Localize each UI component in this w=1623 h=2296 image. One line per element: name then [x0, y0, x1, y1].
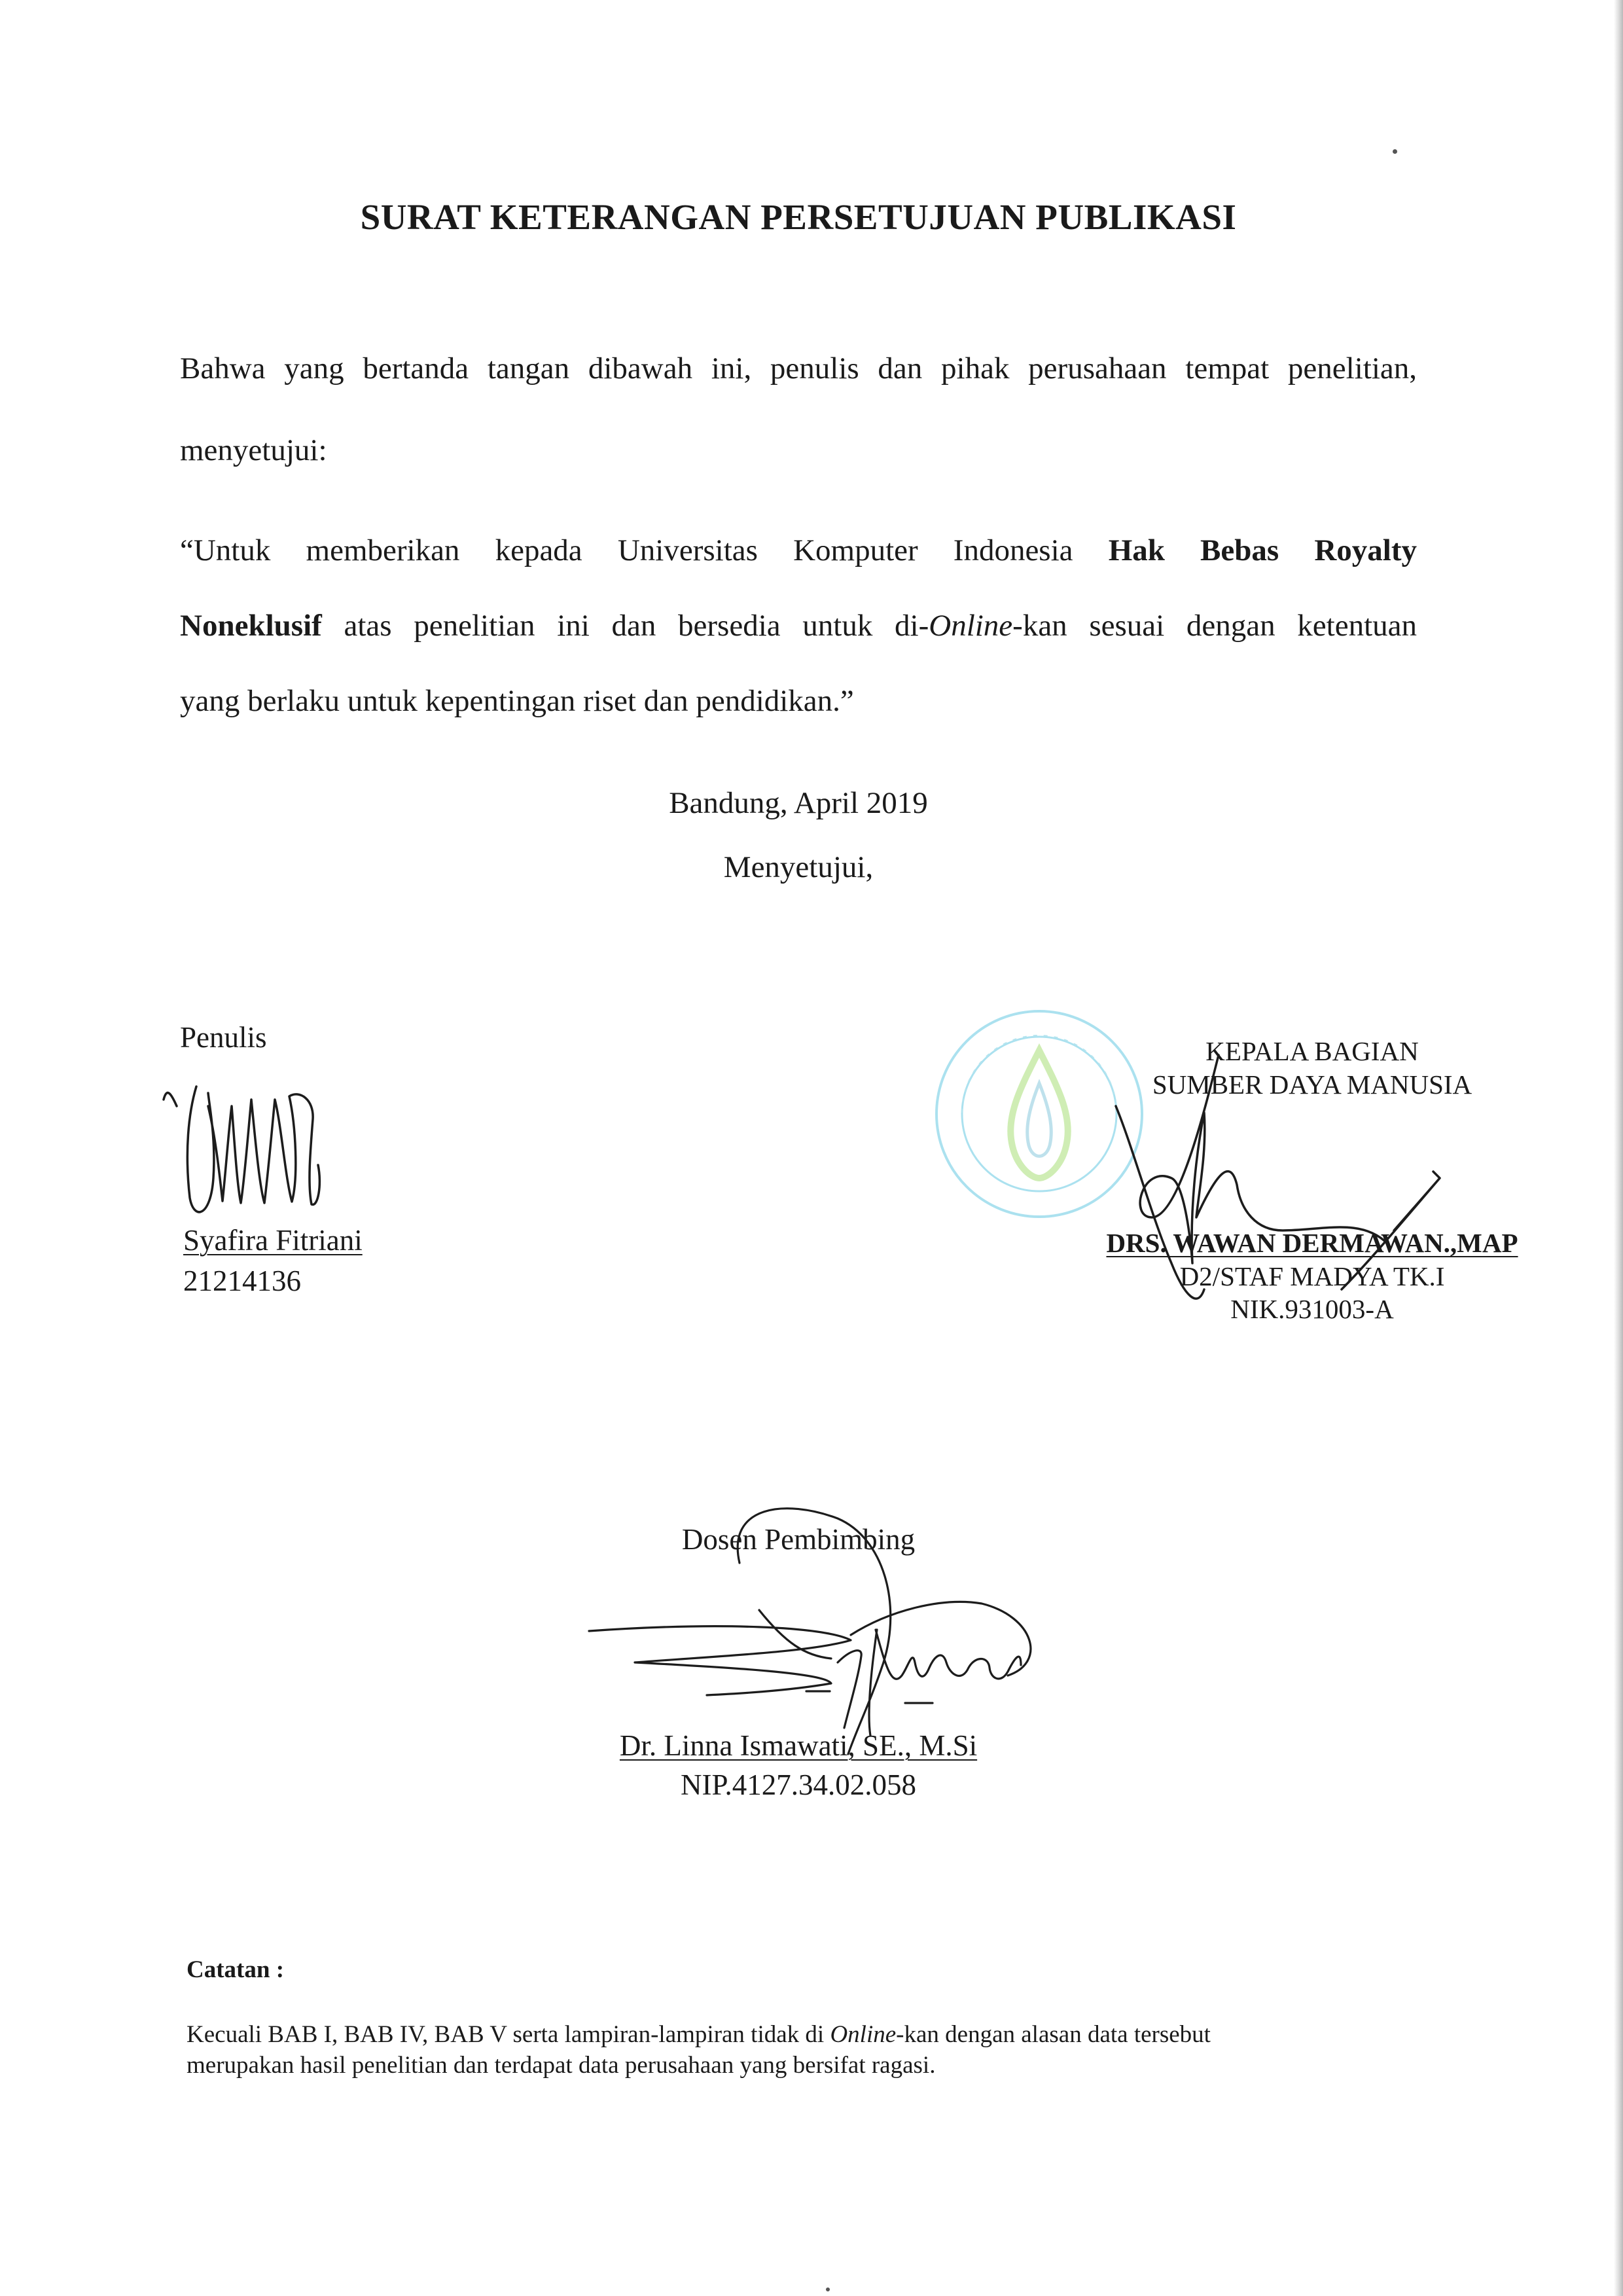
note-line-1: Kecuali BAB I, BAB IV, BAB V serta lampiran-lampiran tidak di Online-kan dengan alasan data tersebut: [187, 2021, 1211, 2048]
author-role: Penulis: [180, 1021, 267, 1054]
approval-label: Menyetujui,: [723, 850, 874, 884]
statement-noneklusif-term: Noneklusif: [180, 609, 322, 643]
company-stamp: [936, 1011, 1142, 1217]
author-name: Syafira Fitriani: [183, 1224, 363, 1257]
company-signer-nik: NIK.931003-A: [1230, 1294, 1394, 1324]
intro-line-1: Bahwa yang bertanda tangan dibawah ini, penulis dan pihak perusahaan tempat penelitian,: [180, 351, 1417, 386]
supervisor-name: Dr. Linna Ismawati, SE., M.Si: [619, 1729, 978, 1762]
company-role-line-2: SUMBER DAYA MANUSIA: [1152, 1069, 1472, 1100]
supervisor-role: Dosen Pembimbing: [681, 1523, 916, 1556]
intro-line-2: menyetujui:: [180, 433, 327, 467]
note-online-term: Online: [830, 2021, 897, 2048]
supervisor-signature: [589, 1509, 1031, 1754]
statement-online-term: Online: [929, 609, 1013, 643]
document-title: SURAT KETERANGAN PERSETUJUAN PUBLIKASI: [360, 197, 1237, 237]
note-body: [187, 2019, 1430, 2081]
note-title: Catatan :: [187, 1956, 285, 1983]
note-line-2: merupakan hasil penelitian dan terdapat data perusahaan yang bersifat ragasi.: [187, 2052, 936, 2079]
statement-royalty-term: Hak Bebas Royalty: [1108, 533, 1417, 567]
statement-line-3: yang berlaku untuk kepentingan riset dan pendidikan.”: [180, 684, 854, 718]
author-signature: [164, 1086, 319, 1212]
company-signature: [1116, 1055, 1440, 1299]
company-role-line-1: KEPALA BAGIAN: [1205, 1036, 1419, 1066]
supervisor-nip: NIP.4127.34.02.058: [680, 1768, 917, 1801]
author-id: 21214136: [183, 1265, 301, 1297]
company-signer-rank: D2/STAF MADYA TK.I: [1179, 1261, 1445, 1291]
statement-line-1-text: “Untuk memberikan kepada Universitas Komputer Indonesia: [180, 533, 1073, 567]
company-signer-name: DRS. WAWAN DERMAWAN.,MAP: [1106, 1228, 1518, 1258]
place-date: Bandung, April 2019: [669, 786, 928, 820]
statement-line-2-text: atas penelitian ini dan bersedia untuk di-Online-kan sesuai dengan ketentuan: [344, 609, 1417, 643]
